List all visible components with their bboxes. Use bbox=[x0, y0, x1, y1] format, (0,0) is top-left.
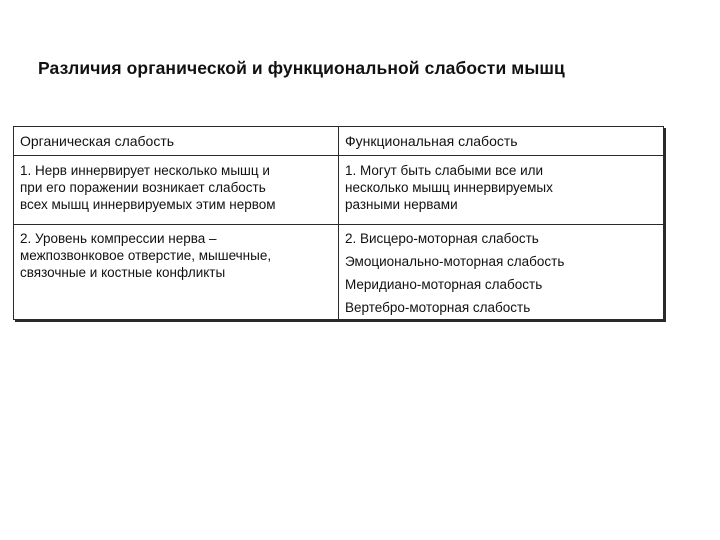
cell-text-line: разными нервами bbox=[345, 197, 458, 212]
table-cell-organic bbox=[14, 225, 339, 320]
cell-text-line: связочные и костные конфликты bbox=[20, 265, 226, 280]
cell-text-line: 1. Могут быть слабыми все или bbox=[345, 163, 544, 178]
weakness-type-list bbox=[345, 227, 659, 319]
cell-text-line: Меридиано-моторная слабость bbox=[345, 277, 543, 292]
cell-text-line: 2. Висцеро-моторная слабость bbox=[345, 231, 539, 246]
header-cell-functional: Функциональная слабость bbox=[339, 127, 664, 156]
table-cell-functional bbox=[339, 225, 664, 320]
comparison-table bbox=[13, 126, 664, 320]
cell-text-line: 1. Нерв иннервирует несколько мышц и bbox=[20, 163, 270, 178]
table-row bbox=[14, 156, 664, 225]
slide-title: Различия органической и функциональной слабости мышц bbox=[38, 58, 565, 78]
cell-text-line: межпозвонковое отверстие, мышечные, bbox=[20, 248, 272, 263]
cell-text-line: несколько мышц иннервируемых bbox=[345, 180, 553, 195]
header-cell-organic: Органическая слабость bbox=[14, 127, 339, 156]
table-cell-organic bbox=[14, 156, 339, 225]
table-cell-functional bbox=[339, 156, 664, 225]
cell-text-line: Вертебро-моторная слабость bbox=[345, 300, 531, 315]
table-header-row bbox=[14, 127, 664, 156]
cell-text-line: всех мышц иннервируемых этим нервом bbox=[20, 197, 276, 212]
table-row bbox=[14, 225, 664, 320]
cell-text-line: 2. Уровень компрессии нерва – bbox=[20, 231, 217, 246]
cell-text-line: Эмоционально-моторная слабость bbox=[345, 254, 565, 269]
cell-text-line: при его поражении возникает слабость bbox=[20, 180, 266, 195]
